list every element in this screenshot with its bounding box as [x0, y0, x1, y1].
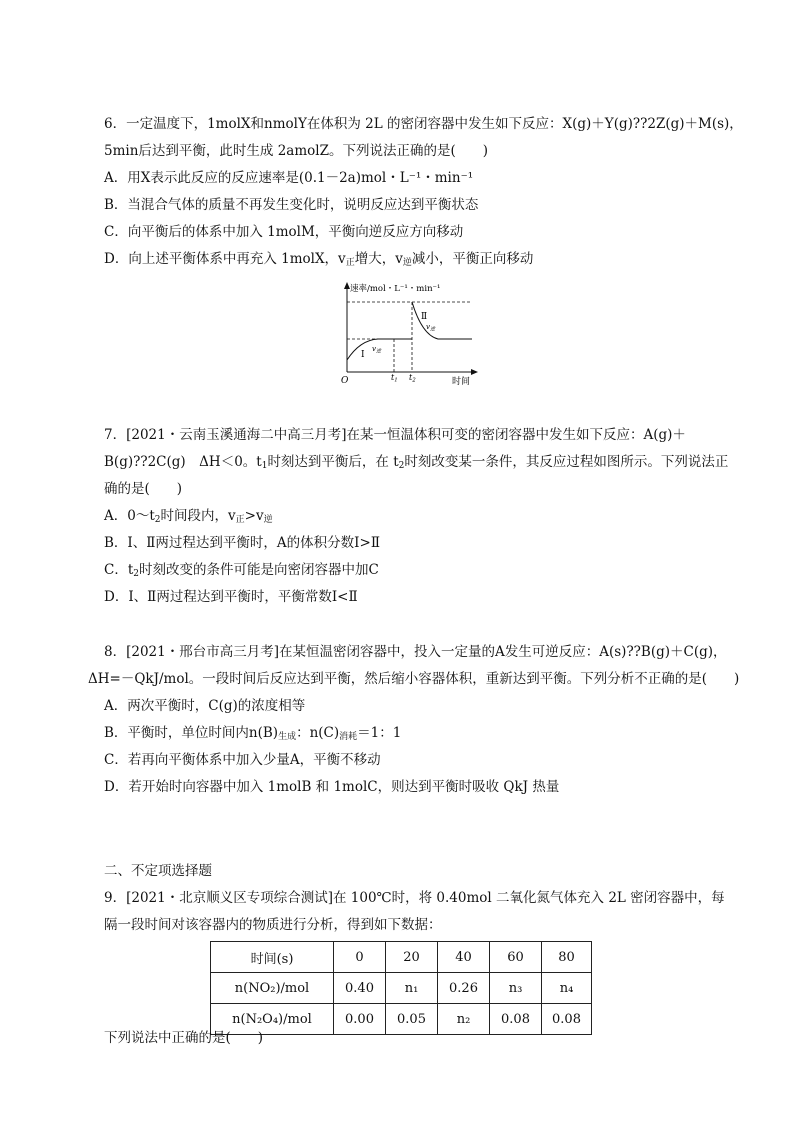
table-header-row: [211, 942, 592, 973]
section-2-title: 二、不定项选择题: [104, 863, 212, 879]
q8-stem-line1: 8．[2021・邢台市高三月考]在某恒温密闭容器中，投入一定量的A发生可逆反应：A(s)??B(g)＋C(g)，: [104, 644, 727, 660]
x-axis-arrow: [471, 369, 478, 375]
origin-label: O: [341, 376, 349, 386]
table-cell: 40: [438, 942, 490, 973]
q9-stem-line2: 隔一段时间对该容器内的物质进行分析，得到如下数据：: [104, 917, 442, 933]
t2-label: t2: [409, 373, 416, 384]
q8-option-d: D．若开始时向容器中加入 1molB 和 1molC，则达到平衡时吸收 QkJ 热量: [104, 779, 560, 795]
q6-option-a: A．用X表示此反应的反应速率是(0.1－2a)mol・L⁻¹・min⁻¹: [104, 170, 474, 186]
table-cell: 0.08: [490, 1004, 542, 1035]
q7-option-c: C．$t_2$时刻改变的条件可能是向密闭容器中加C: [104, 562, 379, 579]
v-reverse-label-2: $v_逆$: [426, 323, 435, 333]
q8-option-b: B．平衡时，单位时间内$n(B)_{生成}$：$n(C)_{消耗}=1$：1: [104, 725, 402, 742]
q6-stem-line1: 6．一定温度下，1molX和nmolY在体积为 2L 的密闭容器中发生如下反应：X(g)＋Y(g)??2Z(g)＋M(s)，: [104, 116, 743, 132]
table-cell: 时间(s): [211, 942, 334, 973]
q8-option-a: A．两次平衡时，C(g)的浓度相等: [104, 698, 306, 714]
q8-stem-line2: ΔH=－QkJ/mol。一段时间后反应达到平衡，然后缩小容器体积，重新达到平衡。下列分析不正确的是( ): [88, 671, 740, 687]
table-cell: 20: [386, 942, 438, 973]
q6-option-c: C．向平衡后的体系中加入 1molM，平衡向逆反应方向移动: [104, 224, 464, 240]
table-cell: 60: [490, 942, 542, 973]
q6-option-d: D．向上述平衡体系中再充入 1molX，$v_正$增大，$v_逆$减小，平衡正向移动: [104, 251, 534, 268]
table-cell: 0.08: [542, 1004, 592, 1035]
region-1-label: Ⅰ: [361, 350, 365, 360]
q7-stem-line1: 7．[2021・云南玉溪通海二中高三月考]在某一恒温体积可变的密闭容器中发生如下反应：A(g)＋: [104, 427, 686, 443]
q9-stem-line1: 9．[2021・北京顺义区专项综合测试]在 100℃时，将 0.40mol 二氧化氮气体充入 2L 密闭容器中，每: [104, 890, 725, 906]
q6-stem-line2: 5min后达到平衡，此时生成 2amolZ。下列说法正确的是( ): [104, 143, 488, 159]
y-axis-label: 速率/mol・L⁻¹・min⁻¹: [350, 284, 441, 294]
q7-option-b: B．Ⅰ、Ⅱ两过程达到平衡时，A的体积分数Ⅰ>Ⅱ: [104, 535, 380, 551]
table-cell: 0.05: [386, 1004, 438, 1035]
q9-tail: 下列说法中正确的是( ): [104, 1030, 264, 1046]
table-cell: 80: [542, 942, 592, 973]
q8-option-c: C．若再向平衡体系中加入少量A，平衡不移动: [104, 752, 381, 768]
v-reverse-label-1: $v_逆$: [372, 345, 381, 355]
table-cell: n₄: [542, 973, 592, 1004]
table-row-label: n(NO₂)/mol: [211, 973, 334, 1004]
table-cell: n₁: [386, 973, 438, 1004]
t1-label: t1: [391, 373, 398, 384]
table-row: [211, 973, 592, 1004]
x-axis-label: 时间: [452, 377, 471, 387]
table-row: [211, 1004, 592, 1035]
q7-option-d: D．Ⅰ、Ⅱ两过程达到平衡时，平衡常数Ⅰ<Ⅱ: [104, 589, 358, 605]
table-cell: 0.00: [334, 1004, 386, 1035]
table-row-label: n(N₂O₄)/mol: [211, 1004, 334, 1035]
table-cell: n₂: [438, 1004, 490, 1035]
rate-time-graph: [330, 280, 480, 390]
region-2-label: Ⅱ: [421, 312, 428, 322]
table-cell: n₃: [490, 973, 542, 1004]
table-cell: 0: [334, 942, 386, 973]
data-table: [210, 941, 592, 1035]
q6-option-b: B．当混合气体的质量不再发生变化时，说明反应达到平衡状态: [104, 197, 479, 213]
table-cell: 0.40: [334, 973, 386, 1004]
q7-option-a: A．$0\sim t_2$时间段内，$v_正>v_逆$: [104, 508, 273, 525]
table-cell: 0.26: [438, 973, 490, 1004]
q7-stem-line3: 确的是( ): [104, 481, 183, 497]
q7-stem-line2: B(g)??2C(g) ΔH＜0。$t_1$时刻达到平衡后，在 $t_2$时刻改变某一条件，其反应过程如图所示。下列说法正: [104, 454, 729, 471]
